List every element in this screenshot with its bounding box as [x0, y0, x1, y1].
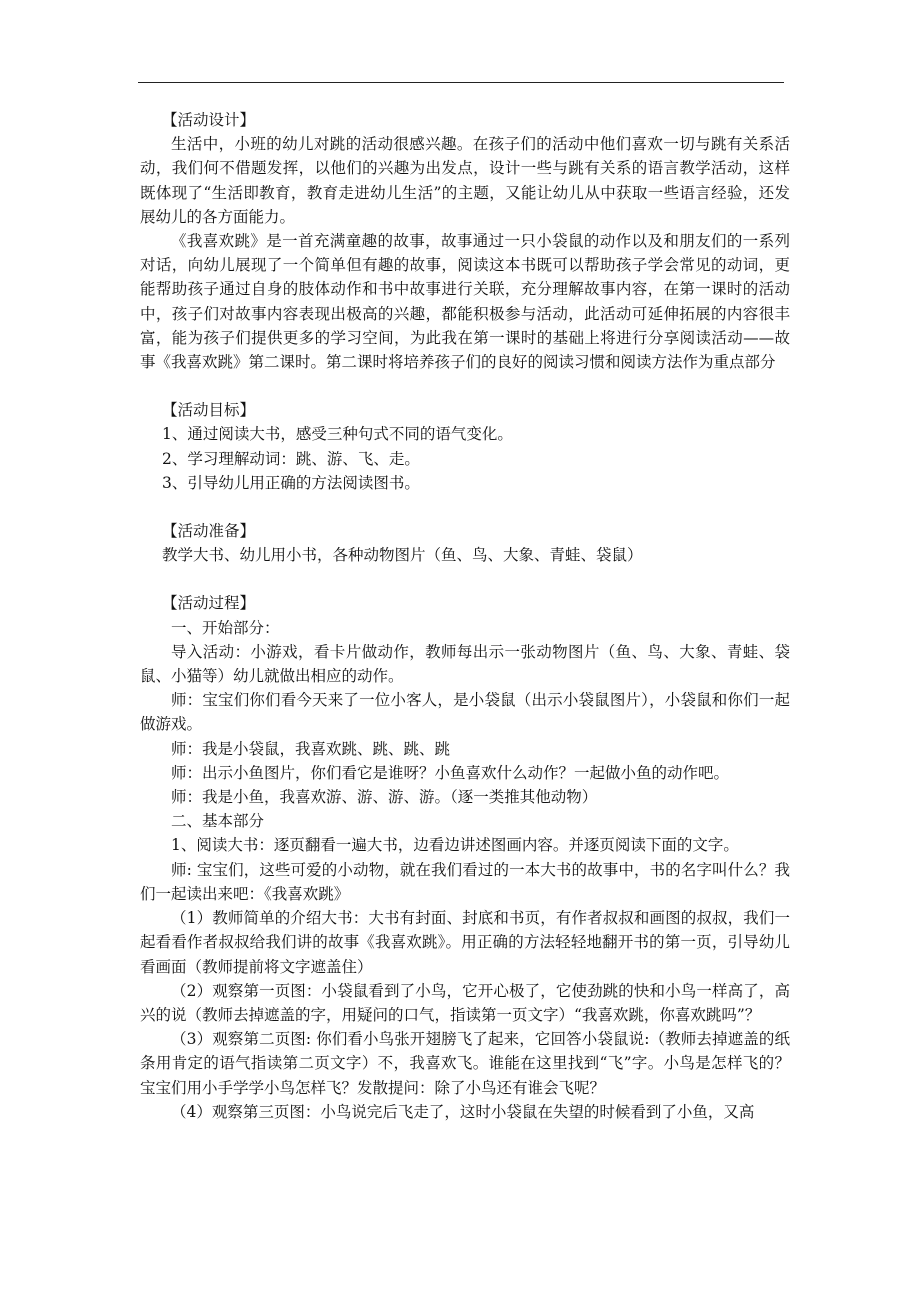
- list-item: 1、通过阅读大书，感受三种句式不同的语气变化。: [162, 425, 513, 444]
- section-heading-prep: 【活动准备】: [162, 522, 256, 541]
- paragraph: 生活中，小班的幼儿对跳的活动很感兴趣。在孩子们的活动中他们喜欢一切与跳有关系活动，我们何不借题发挥，以他们的兴趣为出发点，设计一些与跳有关系的语言教学活动，这样既体现了“生活即教育，教育走进幼儿生活”的主题，又能让幼儿从中获取一些语言经验，还发展幼儿的各方面能力。: [140, 135, 790, 226]
- paragraph: 《我喜欢跳》是一首充满童趣的故事，故事通过一只小袋鼠的动作以及和朋友们的一系列对话，向幼儿展现了一个简单但有趣的故事，阅读这本书既可以帮助孩子学会常见的动词，更能帮助孩子通过自身的肢体动作和书中故事进行关联，充分理解故事内容，在第一课时的活动中，孩子们对故事内容表现出极高的兴趣，都能积极参与活动，此活动可延伸拓展的内容很丰富，能为孩子们提供更多的学习空间，为此我在第一课时的基础上将进行分享阅读活动——故事《我喜欢跳》第二课时。第二课时将培养孩子们的良好的阅读习惯和阅读方法作为重点部分: [140, 232, 790, 372]
- section-heading-process: 【活动过程】: [162, 594, 256, 613]
- list-item: 3、引导幼儿用正确的方法阅读图书。: [162, 473, 420, 492]
- paragraph: 师：宝宝们你们看今天来了一位小客人，是小袋鼠（出示小袋鼠图片），小袋鼠和你们一起做游戏。: [140, 691, 790, 734]
- paragraph: 师：出示小鱼图片，你们看它是谁呀？小鱼喜欢什么动作？一起做小鱼的动作吧。: [171, 763, 730, 782]
- paragraph: 师：我是小鱼，我喜欢游、游、游、游。（逐一类推其他动物）: [171, 788, 598, 807]
- section-heading-goals: 【活动目标】: [162, 401, 256, 420]
- header-rule: [138, 82, 784, 83]
- list-item: 2、学习理解动词：跳、游、飞、走。: [162, 449, 420, 468]
- paragraph: （2）观察第一页图：小袋鼠看到了小鸟，它开心极了，它使劲跳的快和小鸟一样高了，高兴的说（教师去掉遮盖的字，用疑问的口气，指读第一页文字）“我喜欢跳，你喜欢跳吗”？: [140, 981, 790, 1024]
- paragraph: 1、阅读大书：逐页翻看一遍大书，边看边讲述图画内容。并逐页阅读下面的文字。: [171, 836, 739, 855]
- subsection-title: 二、基本部分: [171, 812, 265, 831]
- paragraph: 教学大书、幼儿用小书，各种动物图片（鱼、鸟、大象、青蛙、袋鼠）: [162, 546, 643, 565]
- section-heading-design: 【活动设计】: [162, 111, 256, 129]
- paragraph: 师：我是小袋鼠，我喜欢跳、跳、跳、跳: [171, 739, 451, 758]
- document-body: [140, 108, 790, 1124]
- paragraph: （4）观察第三页图：小鸟说完后飞走了，这时小袋鼠在失望的时候看到了小鱼，又高: [171, 1102, 755, 1121]
- paragraph: 师: 宝宝们，这些可爱的小动物，就在我们看过的一本大书的故事中，书的名字叫什么？我们一起读出来吧：《我喜欢跳》: [140, 860, 790, 903]
- paragraph: 导入活动：小游戏，看卡片做动作，教师每出示一张动物图片（鱼、鸟、大象、青蛙、袋鼠、小猫等）幼儿就做出相应的动作。: [140, 642, 790, 686]
- paragraph: （3）观察第二页图: 你们看小鸟张开翅膀飞了起来，它回答小袋鼠说:（教师去掉遮盖的纸条用肯定的语气指读第二页文字）不，我喜欢飞。谁能在这里找到“飞”字。小鸟是怎样飞的？宝宝们用小手学学小鸟怎样飞？发散提问：除了小鸟还有谁会飞呢？: [140, 1030, 790, 1097]
- subsection-title: 一、开始部分：: [171, 618, 280, 637]
- paragraph: （1）教师简单的介绍大书：大书有封面、封底和书页，有作者叔叔和画图的叔叔，我们一起看看作者叔叔给我们讲的故事《我喜欢跳》。用正确的方法轻轻地翻开书的第一页，引导幼儿看画面（教师提前将文字遮盖住）: [140, 909, 790, 976]
